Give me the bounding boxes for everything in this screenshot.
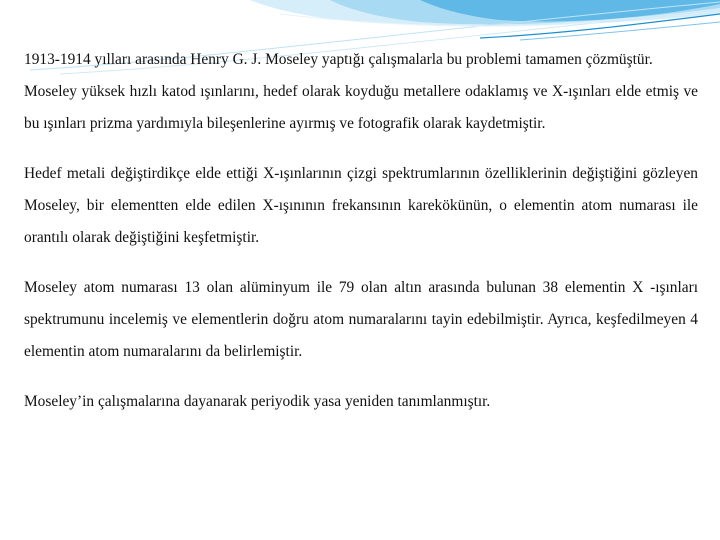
paragraph-periodic-law: Moseley’in çalışmalarına dayanarak periyodik yasa yeniden tanımlanmıştır. [24,393,491,410]
paragraph-frequency-discovery: Hedef metali değiştirdikçe elde ettiği X-ışınlarının çizgi spektrumlarının özelliklerinin değiştiğini gözleyen Moseley, bir elementten elde edilen X-ışınının frekansının karekökünün, o elementin atom numarası ile orantılı olarak değiştiğini keşfetmiştir. [24,165,698,246]
text-body [24,44,698,418]
paragraph-element-spectra: Moseley atom numarası 13 olan alüminyum ile 79 olan altın arasında bulunan 38 elementin X -ışınları spektrumunu incelemiş ve elementlerin doğru atom numaralarını tayin edebilmiştir. Ayrıca, keşfedilmeyen 4 elementin atom numaralarını da belirlemiştir. [24,279,698,360]
paragraph-cathode-rays: Moseley yüksek hızlı katod ışınlarını, hedef olarak koyduğu metallere odaklamış ve X-ışınları elde etmiş ve bu ışınları prizma yardımıyla bileşenlerine ayırmış ve fotografik olarak kaydetmiştir. [24,83,698,132]
paragraph-moseley-intro: 1913-1914 yılları arasında Henry G. J. Moseley yaptığı çalışmalarla bu problemi tamamen çözmüştür. [24,51,653,68]
